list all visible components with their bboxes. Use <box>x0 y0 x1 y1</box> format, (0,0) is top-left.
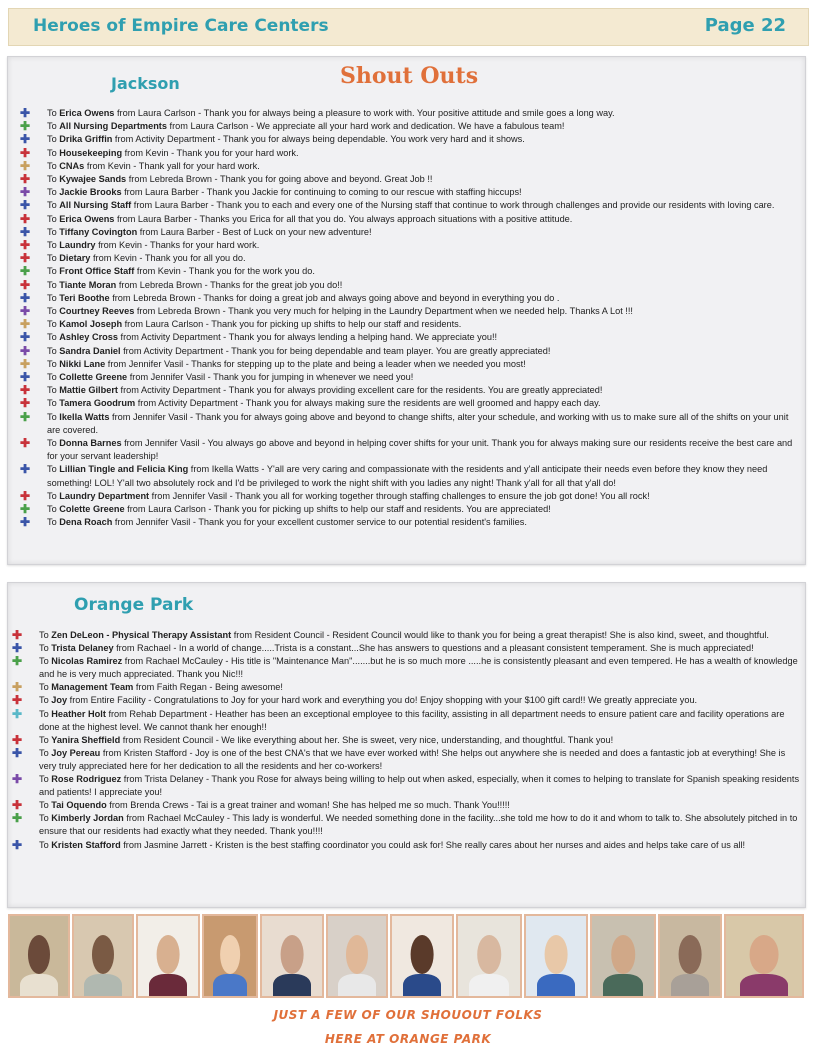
shoutout-prefix: To <box>47 187 60 198</box>
shoutout-item <box>20 133 800 146</box>
cross-bullet-icon: ✚ <box>20 515 31 530</box>
cross-bullet-icon: ✚ <box>20 330 31 345</box>
shoutout-message: from Rehab Department - Heather has been an exceptional employee to this facility, assisting in all department needs to ensure patient care and facility operations are done at the highest level. We cannot thank her enough!! <box>39 708 785 732</box>
photo-caption-line-1: JUST A FEW OF OUR SHOUOUT FOLKS <box>273 1008 543 1022</box>
photo-strip <box>8 914 806 1006</box>
shoutout-prefix: To <box>47 319 60 330</box>
shoutout-recipient: Tai Oquendo <box>51 800 107 811</box>
shoutout-prefix: To <box>47 292 60 303</box>
shoutout-recipient: Courtney Reeves <box>59 306 135 317</box>
shoutout-message: from Lebreda Brown - Thanks for the great job you do!! <box>116 279 343 290</box>
shoutout-item <box>12 812 800 838</box>
shoutout-message: from Laura Carlson - Thank you for always being a pleasure to work with. Your positive attitude and smile goes a long way. <box>114 108 615 118</box>
shoutout-recipient: Nikki Lane <box>59 358 106 369</box>
shoutout-recipient: Jackie Brooks <box>59 187 122 198</box>
cross-bullet-icon: ✚ <box>20 106 31 120</box>
shoutout-prefix: To <box>39 708 52 719</box>
orange-park-heading: Orange Park <box>74 595 194 615</box>
shoutout-item <box>12 655 800 681</box>
shoutout-prefix: To <box>47 306 60 317</box>
staff-photo <box>8 914 70 998</box>
shoutout-message: from Jennifer Vasil - You always go above and beyond in helping cover shifts for your unit. Thank you for always making sure our residents receive the best care and for your servant leadership! <box>47 438 793 462</box>
orange-park-shoutout-list <box>12 629 800 852</box>
shoutout-recipient: Yanira Sheffield <box>51 734 121 745</box>
shoutout-message: from Trista Delaney - Thank you Rose for always being willing to help out when asked, especially, when it comes to helping to translate for Spanish speaking residents and patients! I appreciate you! <box>39 774 800 798</box>
shoutout-item <box>20 331 800 344</box>
shoutout-message: from Laura Barber - Best of Luck on your new adventure! <box>137 226 372 237</box>
shoutout-message: from Brenda Crews - Tai is a great trainer and woman! She has helped me so much. Thank You!!!!! <box>106 800 510 811</box>
cross-bullet-icon: ✚ <box>12 628 23 642</box>
shoutout-prefix: To <box>39 643 52 654</box>
shoutout-message: from Jennifer Vasil - Thank you for always going above and beyond to change shifts, alter your schedule, and working with us to make sure all of the shifts on your unit are covered. <box>47 411 789 435</box>
shoutout-prefix: To <box>47 213 60 224</box>
shoutout-item <box>20 239 800 252</box>
cross-bullet-icon: ✚ <box>20 119 31 134</box>
cross-bullet-icon: ✚ <box>20 185 31 200</box>
shoutout-message: from Kevin - Thank yall for your hard work. <box>84 160 260 171</box>
cross-bullet-icon: ✚ <box>20 383 31 398</box>
shoutout-prefix: To <box>47 174 60 185</box>
shoutout-item <box>20 265 800 278</box>
shoutout-recipient: Lillian Tingle and Felicia King <box>59 464 189 475</box>
shoutout-message: from Jennifer Vasil - Thank you for jumping in whenever we need you! <box>127 372 414 383</box>
shoutout-message: from Laura Carlson - Thank you for picking up shifts to help our staff and residents. <box>122 319 462 330</box>
cross-bullet-icon: ✚ <box>20 396 31 411</box>
shoutout-message: from Activity Department - Thank you for being dependable and team player. You are greatly appreciated! <box>120 345 551 356</box>
cross-bullet-icon: ✚ <box>20 198 31 213</box>
shoutout-recipient: Joy Pereau <box>51 747 101 758</box>
shoutout-recipient: Erica Owens <box>59 108 115 118</box>
staff-photo <box>590 914 656 998</box>
shoutout-recipient: Front Office Staff <box>59 266 135 277</box>
shoutout-recipient: Ikella Watts <box>59 411 110 422</box>
shoutout-prefix: To <box>39 813 52 824</box>
cross-bullet-icon: ✚ <box>12 732 23 747</box>
shoutout-message: from Kevin - Thank you for the work you do. <box>134 266 315 277</box>
shoutout-recipient: Nicolas Ramirez <box>51 656 123 667</box>
shoutout-item <box>12 747 800 773</box>
shoutout-recipient: Drika Griffin <box>59 134 113 145</box>
shoutout-item <box>12 799 800 812</box>
shoutout-recipient: Tiante Moran <box>59 279 117 290</box>
shoutout-prefix: To <box>47 332 60 343</box>
shoutout-prefix: To <box>47 160 60 171</box>
shoutout-message: from Kristen Stafford - Joy is one of the best CNA's that we have ever worked with! She helps out anywhere she is needed and does a fantastic job at everything! She is very truly appreciated here for her dedication to all the residents and her co-workers! <box>39 747 786 771</box>
shoutout-item <box>12 681 800 694</box>
shoutout-message: from Activity Department - Thank you for always lending a helping hand. We appreciate you!! <box>118 332 498 343</box>
shoutout-message: from Jennifer Vasil - Thank you all for working together through staffing challenges to ensure the job got done! You all rock! <box>149 490 650 501</box>
shoutout-item <box>20 358 800 371</box>
shoutout-prefix: To <box>39 839 52 850</box>
shoutout-recipient: Teri Boothe <box>59 292 110 303</box>
shoutout-message: from Entire Facility - Congratulations to Joy for your hard work and everything you do! Enjoy shopping with your $100 gift card!! We greatly appreciate you. <box>67 695 698 706</box>
staff-photo <box>260 914 324 998</box>
shoutout-recipient: Sandra Daniel <box>59 345 121 356</box>
photo-caption-line-2: HERE AT ORANGE PARK <box>324 1032 492 1046</box>
cross-bullet-icon: ✚ <box>20 264 31 279</box>
shoutout-recipient: Tiffany Covington <box>59 226 138 237</box>
staff-photo <box>390 914 454 998</box>
shoutout-item <box>12 694 800 707</box>
shoutout-prefix: To <box>47 345 60 356</box>
shoutout-item <box>20 305 800 318</box>
shoutout-prefix: To <box>47 279 60 290</box>
shoutout-item <box>20 384 800 397</box>
shoutout-prefix: To <box>47 147 60 158</box>
shoutout-message: from Lebreda Brown - Thanks for doing a great job and always going above and beyond in everything you do . <box>109 292 560 303</box>
shoutout-item <box>20 437 800 463</box>
shoutout-message: from Laura Carlson - Thank you for picking up shifts to help our staff and residents. You are appreciated! <box>124 504 551 515</box>
shoutout-prefix: To <box>47 517 60 528</box>
shoutout-message: from Activity Department - Thank you for always making sure the residents are well groomed and happy each day. <box>135 398 601 409</box>
shoutout-recipient: Kimberly Jordan <box>51 813 124 824</box>
shoutout-prefix: To <box>47 121 60 132</box>
shoutout-prefix: To <box>47 398 60 409</box>
cross-bullet-icon: ✚ <box>20 409 31 424</box>
shoutout-item <box>12 642 800 655</box>
shoutout-recipient: Donna Barnes <box>59 438 122 449</box>
shoutout-item <box>20 226 800 239</box>
jackson-panel <box>7 56 806 565</box>
shoutout-recipient: Laundry <box>59 240 96 251</box>
shoutout-prefix: To <box>47 490 60 501</box>
shoutout-recipient: Erica Owens <box>59 213 115 224</box>
cross-bullet-icon: ✚ <box>12 706 23 721</box>
cross-bullet-icon: ✚ <box>20 238 31 253</box>
shoutout-recipient: Trista Delaney <box>51 643 114 654</box>
page-number: Page 22 <box>704 15 786 36</box>
shoutout-prefix: To <box>47 358 60 369</box>
shoutout-item <box>20 199 800 212</box>
shoutout-recipient: Dena Roach <box>59 517 113 528</box>
shoutout-message: from Ikella Watts - Y'all are very caring and compassionate with the residents and y'all anticipate their needs even before they know they need something! LOL! Y'all two absolutely rock and I'd be privileged to work the night shift with you ladies any night! Thank y'all for all that y'all do! <box>47 464 768 488</box>
shoutout-recipient: Heather Holt <box>51 708 106 719</box>
shoutout-item <box>20 345 800 358</box>
shoutout-item <box>20 463 800 489</box>
shoutout-item <box>20 213 800 226</box>
shoutout-message: from Resident Council - Resident Council would like to thank you for being a great therapist! She is also kind, sweet, and thoughtful. <box>231 630 769 640</box>
cross-bullet-icon: ✚ <box>20 145 31 160</box>
cross-bullet-icon: ✚ <box>12 680 23 695</box>
shoutout-message: from Jasmine Jarrett - Kristen is the best staffing coordinator you could ask for! She really cares about her nurses and aides and helps take care of us all! <box>120 839 746 850</box>
shoutout-prefix: To <box>39 800 52 811</box>
shoutout-recipient: Ashley Cross <box>59 332 118 343</box>
shoutout-prefix: To <box>47 134 60 145</box>
cross-bullet-icon: ✚ <box>12 837 23 852</box>
shoutout-item <box>12 839 800 852</box>
shoutout-recipient: Laundry Department <box>59 490 150 501</box>
cross-bullet-icon: ✚ <box>12 641 23 656</box>
shoutout-item <box>20 292 800 305</box>
cross-bullet-icon: ✚ <box>20 224 31 239</box>
cross-bullet-icon: ✚ <box>20 462 31 477</box>
shoutout-item <box>20 160 800 173</box>
shoutout-prefix: To <box>47 108 60 118</box>
shoutout-recipient: Zen DeLeon - Physical Therapy Assistant <box>51 630 232 640</box>
cross-bullet-icon: ✚ <box>20 251 31 266</box>
cross-bullet-icon: ✚ <box>20 436 31 451</box>
cross-bullet-icon: ✚ <box>12 772 23 787</box>
shoutout-prefix: To <box>39 734 52 745</box>
shoutout-message: from Lebreda Brown - Thank you for going above and beyond. Great Job !! <box>126 174 433 185</box>
cross-bullet-icon: ✚ <box>20 172 31 187</box>
shoutout-item <box>20 411 800 437</box>
shoutout-item <box>20 318 800 331</box>
cross-bullet-icon: ✚ <box>12 798 23 813</box>
staff-photo <box>72 914 134 998</box>
cross-bullet-icon: ✚ <box>12 811 23 826</box>
shoutout-message: from Kevin - Thanks for your hard work. <box>95 240 260 251</box>
shoutout-item <box>12 734 800 747</box>
shoutout-recipient: Housekeeping <box>59 147 123 158</box>
shoutout-message: from Lebreda Brown - Thank you very much for helping in the Laundry Department when we needed help. Thanks A Lot !!! <box>134 306 633 317</box>
shoutout-recipient: Kamol Joseph <box>59 319 123 330</box>
shoutout-item <box>12 629 800 642</box>
shoutout-prefix: To <box>39 656 52 667</box>
shoutout-recipient: Tamera Goodrum <box>59 398 136 409</box>
cross-bullet-icon: ✚ <box>12 654 23 669</box>
shoutout-message: from Laura Carlson - We appreciate all your hard work and dedication. We have a fabulous team! <box>166 121 565 132</box>
shoutout-item <box>20 120 800 133</box>
staff-photo <box>658 914 722 998</box>
shoutout-recipient: Collette Greene <box>59 372 128 383</box>
cross-bullet-icon: ✚ <box>12 745 23 760</box>
jackson-heading: Jackson <box>111 74 180 93</box>
shoutout-item <box>20 371 800 384</box>
cross-bullet-icon: ✚ <box>20 502 31 517</box>
cross-bullet-icon: ✚ <box>20 211 31 226</box>
newsletter-title: Heroes of Empire Care Centers <box>33 16 329 36</box>
shoutout-item <box>20 107 800 120</box>
staff-photo <box>456 914 522 998</box>
shoutout-prefix: To <box>47 504 60 515</box>
shoutout-message: from Rachael McCauley - This lady is wonderful. We needed something done in the facility...she told me how to do it and whom to talk to. She absolutely pitched in to ensure that our residents had exactly what they needed. Thank you!!!! <box>39 813 798 837</box>
shoutout-prefix: To <box>39 630 52 640</box>
shoutout-prefix: To <box>47 464 60 475</box>
shoutout-prefix: To <box>47 266 60 277</box>
shoutout-recipient: Kristen Stafford <box>51 839 121 850</box>
shoutout-prefix: To <box>47 438 60 449</box>
shoutout-message: from Activity Department - Thank you for always providing excellent care for the residents. You are greatly appreciated! <box>117 385 603 396</box>
shoutout-recipient: Colette Greene <box>59 504 125 515</box>
shoutout-prefix: To <box>47 240 60 251</box>
cross-bullet-icon: ✚ <box>20 317 31 332</box>
shoutout-prefix: To <box>39 747 52 758</box>
shoutout-prefix: To <box>39 695 52 706</box>
cross-bullet-icon: ✚ <box>20 132 31 147</box>
shoutout-item <box>20 173 800 186</box>
shoutout-prefix: To <box>47 253 60 264</box>
shoutout-message: from Laura Barber - Thanks you Erica for all that you do. You always approach situations with a positive attitude. <box>114 213 573 224</box>
shoutout-recipient: CNAs <box>59 160 85 171</box>
shoutout-item <box>20 147 800 160</box>
staff-photo <box>524 914 588 998</box>
cross-bullet-icon: ✚ <box>20 356 31 371</box>
cross-bullet-icon: ✚ <box>20 304 31 319</box>
shoutout-item <box>20 490 800 503</box>
shout-outs-title: Shout Outs <box>340 63 479 89</box>
jackson-shoutout-list <box>20 107 800 530</box>
shoutout-recipient: Management Team <box>51 682 134 693</box>
shoutout-prefix: To <box>47 372 60 383</box>
staff-photo <box>326 914 388 998</box>
shoutout-message: from Laura Barber - Thank you Jackie for continuing to coming to our rescue with staffing hiccups! <box>121 187 522 198</box>
cross-bullet-icon: ✚ <box>12 693 23 708</box>
shoutout-recipient: All Nursing Staff <box>59 200 132 211</box>
shoutout-item <box>20 252 800 265</box>
cross-bullet-icon: ✚ <box>20 290 31 305</box>
shoutout-recipient: Joy <box>51 695 68 706</box>
shoutout-prefix: To <box>47 385 60 396</box>
page-header <box>8 8 809 46</box>
shoutout-item <box>20 279 800 292</box>
shoutout-prefix: To <box>39 682 52 693</box>
shoutout-message: from Rachael McCauley - His title is "Maintenance Man".......but he is so much more .....he is consistently pleasant and even tempered. He has a wealth of knowledge and he is very much appreciated. Thank you Nic!!! <box>39 656 798 680</box>
shoutout-message: from Kevin - Thank you for all you do. <box>90 253 246 264</box>
cross-bullet-icon: ✚ <box>20 158 31 173</box>
shoutout-message: from Faith Regan - Being awesome! <box>133 682 283 693</box>
cross-bullet-icon: ✚ <box>20 370 31 385</box>
cross-bullet-icon: ✚ <box>20 277 31 292</box>
cross-bullet-icon: ✚ <box>20 488 31 503</box>
shoutout-prefix: To <box>39 774 52 785</box>
shoutout-message: from Jennifer Vasil - Thanks for stepping up to the plate and being a leader when we needed you most! <box>105 358 526 369</box>
shoutout-prefix: To <box>47 200 60 211</box>
shoutout-item <box>12 708 800 734</box>
shoutout-item <box>12 773 800 799</box>
shoutout-message: from Resident Council - We like everything about her. She is sweet, very nice, understanding, and thoughtful. Thank you! <box>120 734 614 745</box>
shoutout-prefix: To <box>47 411 60 422</box>
orange-park-panel <box>7 582 806 908</box>
shoutout-recipient: Mattie Gilbert <box>59 385 118 396</box>
shoutout-recipient: Rose Rodriguez <box>51 774 122 785</box>
shoutout-item <box>20 397 800 410</box>
cross-bullet-icon: ✚ <box>20 343 31 358</box>
shoutout-message: from Rachael - In a world of change.....Trista is a constant...She has answers to questions and a pleasant consistent temperament. She is much appreciated! <box>113 643 754 654</box>
shoutout-item <box>20 186 800 199</box>
shoutout-message: from Activity Department - Thank you for always being dependable. You work very hard and it shows. <box>112 134 525 145</box>
staff-photo <box>724 914 804 998</box>
shoutout-recipient: Dietary <box>59 253 91 264</box>
shoutout-item <box>20 503 800 516</box>
shoutout-message: from Laura Barber - Thank you to each and every one of the Nursing staff that continue to work through challenges and provide our residents with loving care. <box>131 200 775 211</box>
shoutout-recipient: All Nursing Departments <box>59 121 167 132</box>
shoutout-item <box>20 516 800 529</box>
shoutout-message: from Jennifer Vasil - Thank you for your excellent customer service to our potential resident's families. <box>112 517 527 528</box>
staff-photo <box>202 914 258 998</box>
shoutout-message: from Kevin - Thank you for your hard work. <box>122 147 299 158</box>
shoutout-recipient: Kywajee Sands <box>59 174 127 185</box>
shoutout-prefix: To <box>47 226 60 237</box>
staff-photo <box>136 914 200 998</box>
